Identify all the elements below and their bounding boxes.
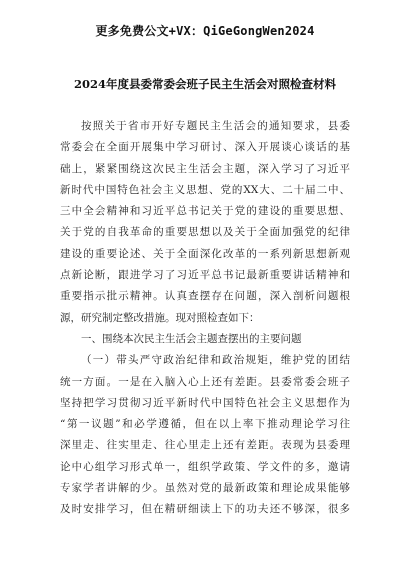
body-line: 常委会在全面开展集中学习研讨、深入开展谈心谈话的基	[60, 141, 350, 154]
body-line: 统一方面。一是在入脑入心上还有差距。县委常委会班子	[60, 375, 350, 388]
body-line: 新时代中国特色社会主义思想、党的XX大、二十届二中、	[60, 183, 350, 196]
body-line: 建设的重要论述、关于全面深化改革的一系列新思想新观	[60, 247, 350, 260]
body-line: 一、围绕本次民主生活会主题查摆出的主要问题	[81, 332, 302, 345]
body-line: “第一议题”和必学遵循，但在以上率下推动理论学习往	[60, 418, 350, 431]
body-line: 础上，紧紧围绕这次民主生活会主题，深入学习了习近平	[60, 162, 350, 175]
body-line: 按照关于省市开好专题民主生活会的通知要求，县委	[81, 120, 350, 132]
body-line: 专家学者讲解的少。虽然对党的最新政策和理论成果能够	[60, 482, 350, 495]
body-line: 三中全会精神和习近平总书记关于党的建设的重要思想、	[60, 205, 350, 218]
document-body	[60, 116, 350, 521]
body-line: 坚持把学习贯彻习近平新时代中国特色社会主义思想作为	[60, 396, 350, 409]
body-line: 及时安排学习，但在精研细读上下的功夫还不够深，很多	[60, 503, 350, 516]
body-line: 关于党的自我革命的重要思想以及关于全面加强党的纪律	[60, 226, 350, 239]
document-title: 2024年度县委常委会班子民主生活会对照检查材料	[73, 77, 336, 91]
body-line: 论中心组学习形式单一，组织学政策、学文件的多，邀请	[60, 460, 350, 473]
body-line: 源，研究制定整改措施。现对照检查如下：	[60, 311, 260, 324]
promo-banner: 更多免费公文+VX：QiGeGongWen2024	[95, 24, 315, 38]
body-line: （一）带头严守政治纪律和政治规矩，维护党的团结	[81, 354, 350, 367]
body-line: 深里走、往实里走、往心里走上还有差距。表现为县委理	[60, 439, 350, 452]
body-line: 重要指示批示精神。认真查摆存在问题，深入剖析问题根	[60, 290, 350, 303]
body-line: 点新论断，跟进学习了习近平总书记最新重要讲话精神和	[60, 269, 350, 282]
